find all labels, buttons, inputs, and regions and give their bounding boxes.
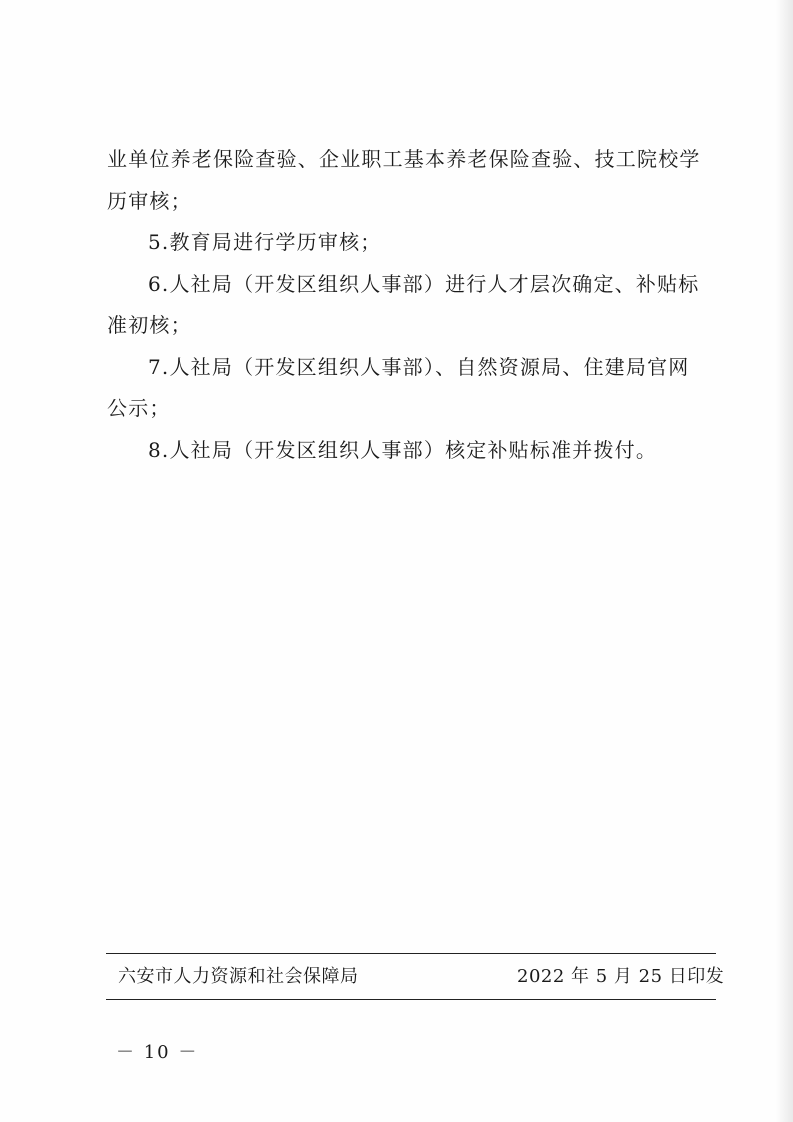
footer-bottom-rule [106,999,716,1000]
body-line: 准初核； [107,313,192,337]
list-item-5: 5.教育局进行学历审核； [148,230,382,254]
body-line: 业单位养老保险查验、企业职工基本养老保险查验、技工院校学 [107,147,701,171]
scan-edge [775,0,793,1122]
list-item-7: 7.人社局（开发区组织人事部）、自然资源局、住建局官网 [148,354,690,379]
footer-issue-date: 2022 年 5 月 25 日印发 [517,966,725,987]
document-body [107,139,715,471]
footer-top-rule [106,953,716,954]
list-item-8: 8.人社局（开发区组织人事部）核定补贴标准并拨付。 [148,437,658,462]
body-line: 历审核； [107,188,192,213]
footer-issuer: 六安市人力资源和社会保障局 [118,966,359,987]
page-number: － 10 － [116,1042,199,1063]
body-line: 公示； [107,396,171,420]
list-item-6: 6.人社局（开发区组织人事部）进行人才层次确定、补贴标 [148,271,700,296]
